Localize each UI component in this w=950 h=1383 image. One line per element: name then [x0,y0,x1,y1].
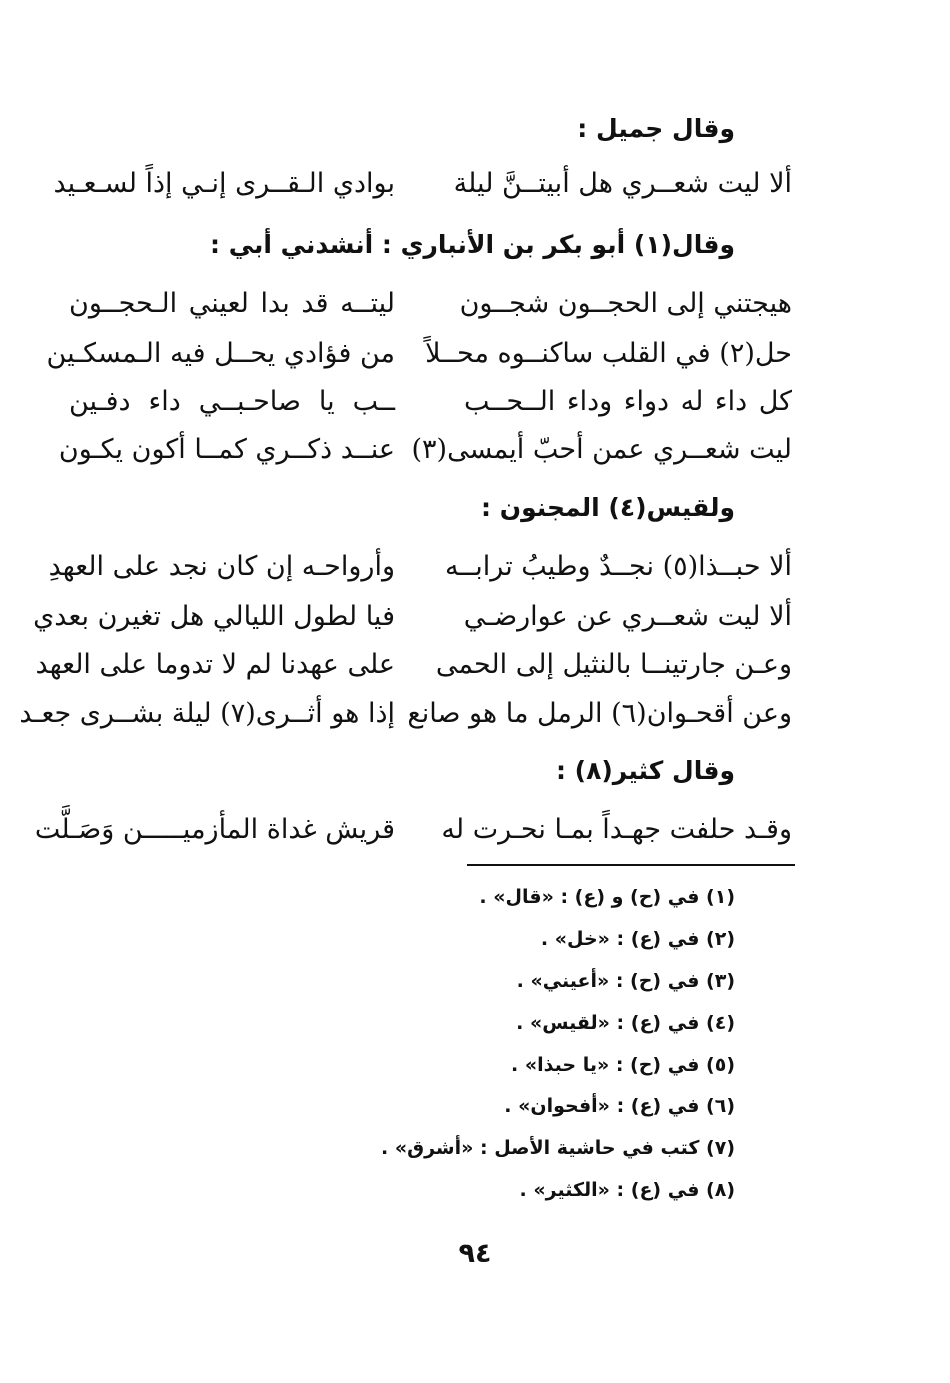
verse-2-second-hemistich: ليتــه قد بدا لعيني الـحجــون [69,288,395,319]
verse-4-second-hemistich: ــب يا صاحـبــي داء دفـين [69,386,395,417]
verse-10-first-hemistich: وقـد حلفت جهـداً بمـا نحـرت له [441,814,792,845]
verse-7-first-hemistich: ألا ليت شعــري عن عوارضـي [463,601,792,632]
verse-3-first-hemistich: حل(٢) في القلب ساكنــوه محــلاً [425,338,792,369]
verse-1-second-hemistich: بوادي الـقــرى إنـي إذاً لسـعـيد [53,168,395,199]
verse-7-second-hemistich: فيا لطول الليالي هل تغيرن بعدي [33,601,395,632]
footnote-4: (٤) في (ع) : «لقيس» . [516,1012,735,1034]
footnote-5: (٥) في (ح) : «يا حبذا» . [511,1054,735,1076]
footnote-7: (٧) كتب في حاشية الأصل : «أشرق» . [380,1137,735,1159]
footnote-3: (٣) في (ح) : «أعيني» . [516,970,735,992]
verse-4-first-hemistich: كل داء له دواء وداء الــحــب [464,386,792,417]
verse-3-second-hemistich: من فؤادي يحــل فيه الـمسكـين [46,338,395,369]
section-heading-jamil: وقال جميل : [577,114,735,143]
verse-5-second-hemistich: عنــد ذكــري كمــا أكون يكـون [58,434,395,465]
section-heading-kuthayyir: وقال كثير(٨) : [555,756,735,785]
verse-8-first-hemistich: وعـن جارتينــا بالنثيل إلى الحمى [435,649,792,680]
section-heading-anbari: وقال(١) أبو بكر بن الأنباري : أنشدني أبي : [210,230,735,259]
verse-5-first-hemistich: ليت شعــري عمن أحبّ أيمسى(٣) [411,434,792,465]
page-number: ٩٤ [458,1238,492,1269]
footnote-6: (٦) في (ع) : «أفحوان» . [504,1095,735,1117]
verse-6-first-hemistich: ألا حبــذا(٥) نجــدٌ وطيبُ ترابــه [444,551,792,582]
verse-2-first-hemistich: هيجتني إلى الحجــون شجــون [459,288,792,319]
footnote-8: (٨) في (ع) : «الكثير» . [519,1179,735,1201]
verse-1-first-hemistich: ألا ليت شعــري هل أبيتــنَّ ليلة [453,168,792,199]
verse-6-second-hemistich: وأرواحـه إن كان نجد على العهدِ [48,551,395,582]
verse-10-second-hemistich: قريش غداة المأزميـــــن وَصَـلَّت [34,814,395,845]
footnote-2: (٢) في (ع) : «خل» . [540,928,735,950]
verse-8-second-hemistich: على عهدنا لم لا تدوما على العهد [35,649,395,680]
verse-9-first-hemistich: وعن أقحـوان(٦) الرمل ما هو صانع [407,698,792,729]
footnote-separator [467,864,795,866]
section-heading-majnun: ولقيس(٤) المجنون : [481,493,735,522]
verse-9-second-hemistich: إذا هو أثــرى(٧) ليلة بشــرى جعـد [19,698,395,729]
footnote-1: (١) في (ح) و (ع) : «قال» . [479,886,735,908]
